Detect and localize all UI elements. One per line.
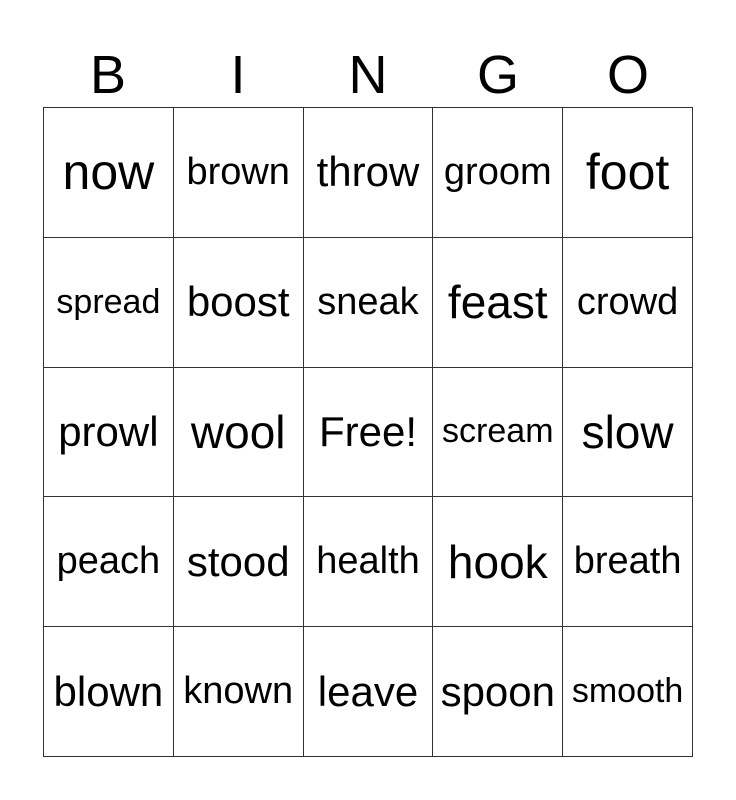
bingo-cell[interactable]: breath [563,497,693,627]
bingo-header [43,44,693,106]
bingo-cell[interactable]: sneak [304,238,434,368]
bingo-cell[interactable]: foot [563,108,693,238]
bingo-board [43,107,693,757]
bingo-cell[interactable]: health [304,497,434,627]
bingo-cell[interactable]: blown [44,627,174,757]
bingo-cell[interactable]: slow [563,368,693,498]
bingo-cell[interactable]: crowd [563,238,693,368]
bingo-cell[interactable]: scream [433,368,563,498]
bingo-cell[interactable]: hook [433,497,563,627]
bingo-cell[interactable]: spoon [433,627,563,757]
bingo-cell[interactable]: prowl [44,368,174,498]
bingo-free-cell[interactable]: Free! [304,368,434,498]
bingo-cell[interactable]: peach [44,497,174,627]
header-letter-n: N [348,45,388,105]
bingo-cell[interactable]: leave [304,627,434,757]
bingo-cell[interactable]: wool [174,368,304,498]
bingo-cell[interactable]: brown [174,108,304,238]
bingo-cell[interactable]: smooth [563,627,693,757]
bingo-cell[interactable]: now [44,108,174,238]
bingo-cell[interactable]: stood [174,497,304,627]
bingo-cell[interactable]: known [174,627,304,757]
header-letter-b: B [89,45,127,105]
header-letter-g: G [476,45,519,105]
header-letter-i: I [230,45,246,105]
bingo-cell[interactable]: throw [304,108,434,238]
bingo-cell[interactable]: feast [433,238,563,368]
bingo-cell[interactable]: boost [174,238,304,368]
bingo-cell[interactable]: spread [44,238,174,368]
bingo-cell[interactable]: groom [433,108,563,238]
header-letter-o: O [606,45,649,105]
